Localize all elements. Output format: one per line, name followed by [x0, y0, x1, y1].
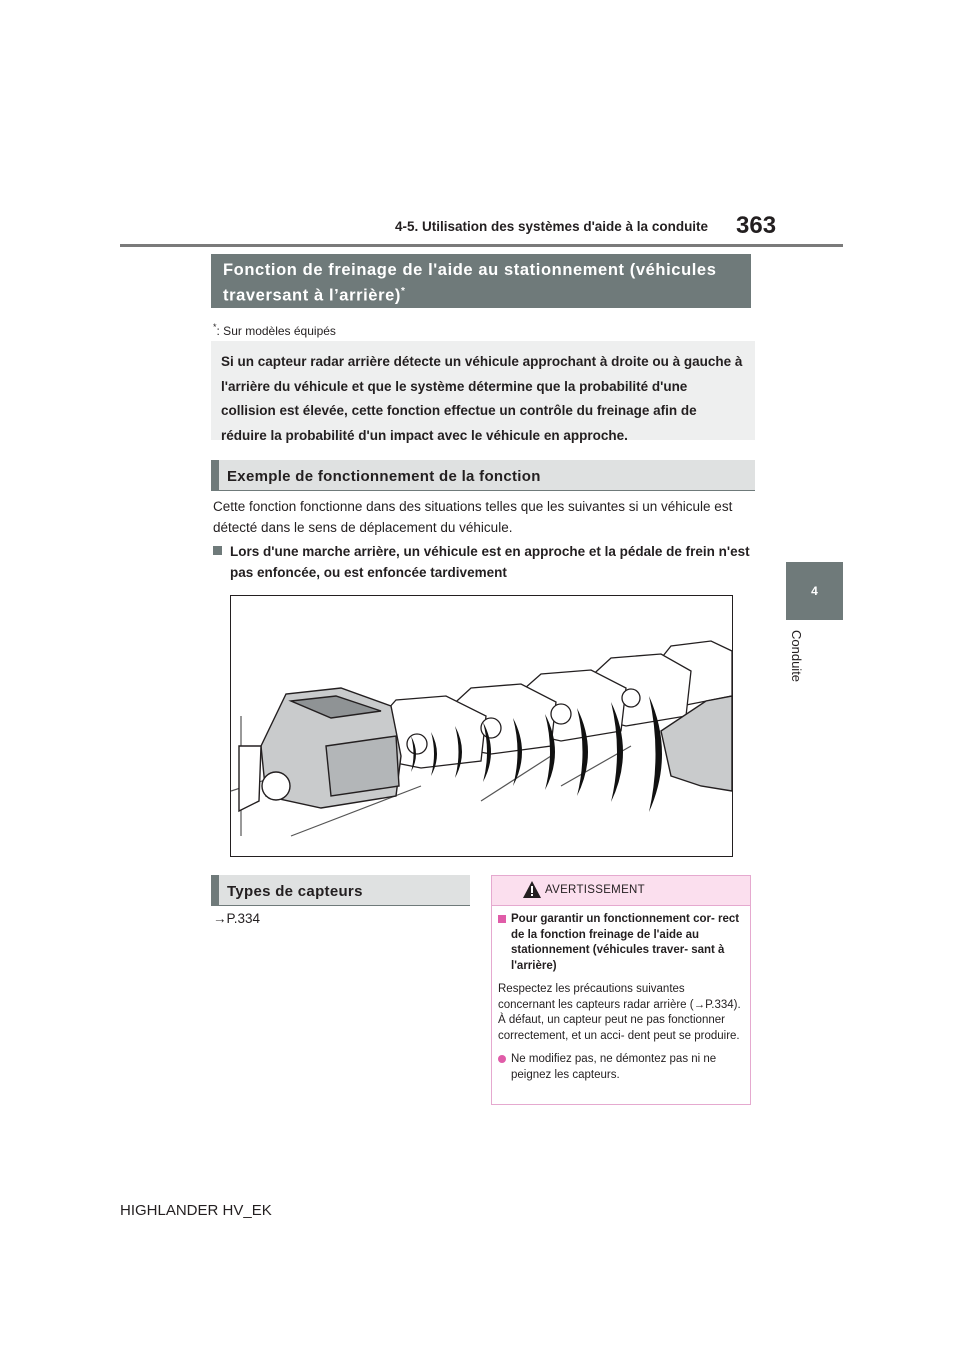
- warning-point: [498, 1052, 741, 1083]
- sensor-types-heading: Types de capteurs: [211, 875, 470, 906]
- warning-square-icon: [498, 915, 506, 923]
- warning-paragraph: Respectez les précautions suivantes concernant les capteurs radar arrière (→P.334). À défaut, un capteur peut ne pas fonctionner correctement, et un acci- dent peut se produire.: [498, 983, 741, 1042]
- suv-reversing: [239, 688, 401, 811]
- footnote-marker: *: [213, 322, 217, 332]
- warning-bullet: [498, 912, 741, 974]
- warning-body: [498, 912, 741, 1083]
- example-heading: Exemple de fonctionnement de la fonction: [211, 460, 755, 491]
- parking-illustration: [230, 595, 733, 857]
- warning-triangle-icon: [523, 881, 541, 898]
- footnote-text: : Sur modèles équipés: [216, 324, 336, 338]
- warning-title: AVERTISSEMENT: [545, 884, 645, 896]
- header-divider: [120, 244, 843, 247]
- page-number: 363: [736, 212, 777, 239]
- section-title-text: Fonction de freinage de l'aide au stationnement (véhicules traversant à l’arrière): [223, 261, 717, 305]
- footnote: [213, 322, 336, 338]
- footer-model: HIGHLANDER HV_EK: [120, 1202, 272, 1219]
- example-bullet: [213, 541, 758, 583]
- parking-scene-svg: [231, 596, 732, 856]
- warning-header: [492, 876, 750, 906]
- chapter-label: Conduite: [789, 630, 804, 683]
- section-title: [211, 254, 751, 308]
- summary-box: Si un capteur radar arrière détecte un véhicule approchant à droite ou à gauche à l'arrière du véhicule et que le système détermine que la probabilité d'une collision est élevée, cette fonction effectue un contrôle du freinage afin de réduire la probabilité d'un impact avec le véhicule en approche.: [211, 341, 755, 440]
- warning-point-text: Ne modifiez pas, ne démontez pas ni ne peignez les capteurs.: [511, 1053, 717, 1081]
- example-bullet-text: Lors d'une marche arrière, un véhicule est en approche et la pédale de frein n'est pas enfoncée, ou est enfoncée tardivement: [230, 544, 750, 580]
- square-bullet-icon: [213, 546, 222, 555]
- warning-bullet-text: Pour garantir un fonctionnement cor- rect de la fonction freinage de l'aide au stationnement (véhicules traver- sant à l'arrière): [511, 913, 740, 972]
- warning-dot-icon: [498, 1055, 506, 1063]
- chapter-number: 4: [811, 584, 818, 598]
- warning-box: [491, 875, 751, 1105]
- example-paragraph: Cette fonction fonctionne dans des situations telles que les suivantes si un véhicule est détecté dans le sens de déplacement du véhicule.: [213, 499, 733, 535]
- page-reference-link[interactable]: →P.334: [213, 911, 261, 926]
- chapter-tab: [786, 562, 843, 620]
- header-section-title: 4-5. Utilisation des systèmes d'aide à la conduite: [395, 219, 709, 234]
- section-title-marker: *: [400, 286, 406, 297]
